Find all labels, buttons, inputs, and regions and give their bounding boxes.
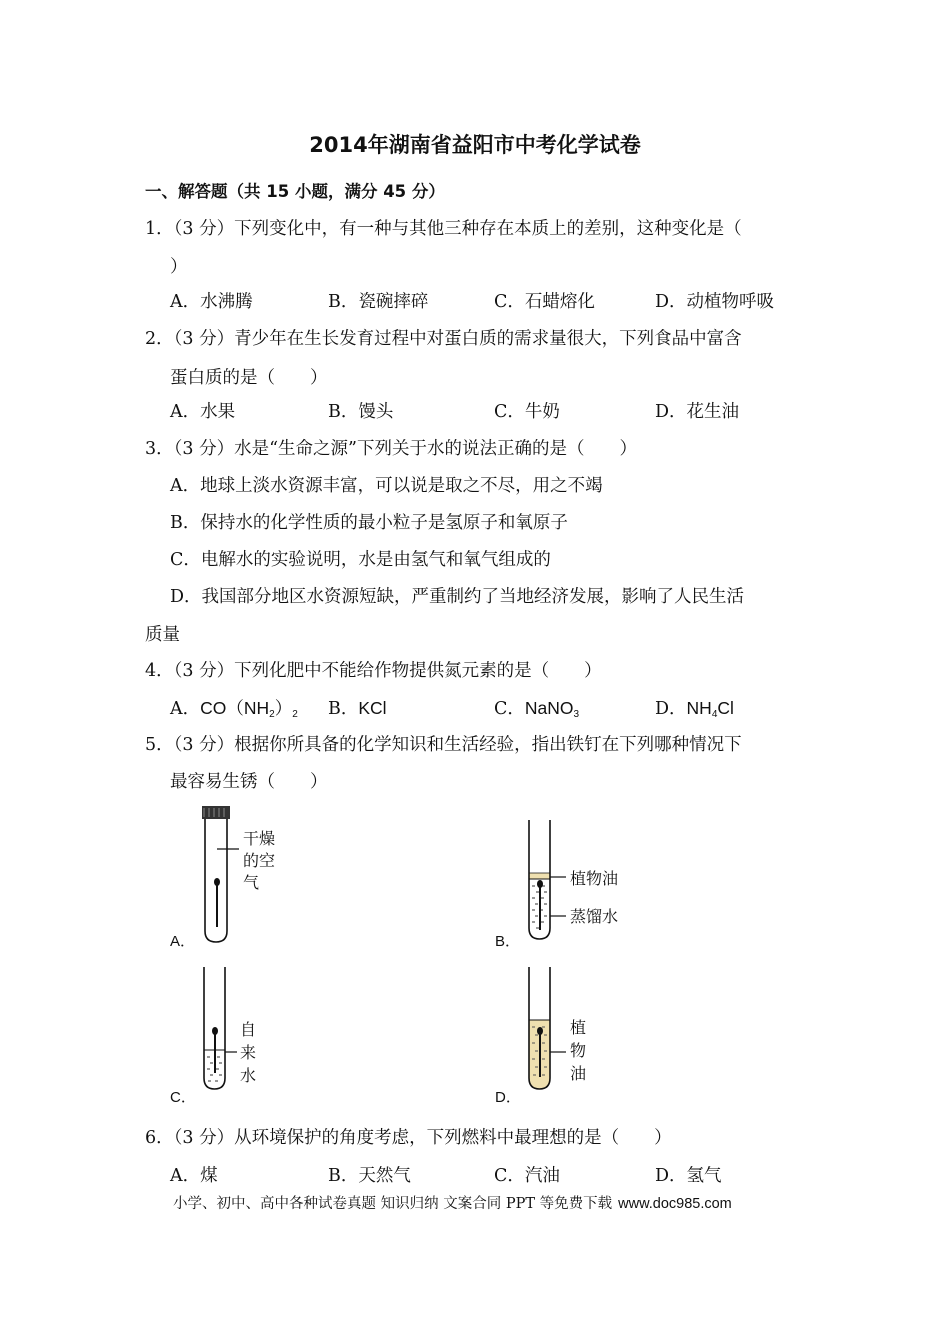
question-3-option-a: A．地球上淡水资源丰富，可以说是取之不尽，用之不竭 — [170, 476, 603, 496]
footer-link[interactable]: www.doc985.com — [618, 1196, 732, 1212]
figure-a-caption-2: 的空 — [243, 851, 276, 870]
question-5-stem: 5．（3 分）根据你所具备的化学知识和生活经验，指出铁钉在下列哪种情况下 — [145, 735, 742, 755]
figure-a-caption-1: 干燥 — [243, 829, 276, 848]
question-4-option-a: A．$CO(NH_2)_2$ — [170, 698, 298, 720]
question-6-stem: 6．（3 分）从环境保护的角度考虑，下列燃料中最理想的是（ ） — [145, 1128, 672, 1148]
question-1-stem: 1．（3 分）下列变化中，有一种与其他三种存在本质上的差别，这种变化是（ — [145, 219, 742, 239]
question-5-stem-cont: 最容易生锈（ ） — [170, 772, 328, 792]
question-4-option-b: B．KCl — [328, 698, 387, 719]
figure-c-test-tube-tap-water — [195, 965, 295, 1100]
question-2-stem-cont: 蛋白质的是（ ） — [170, 368, 328, 388]
question-4-stem: 4．（3 分）下列化肥中不能给作物提供氮元素的是（ ） — [145, 661, 602, 681]
figure-a-test-tube-dry-air — [195, 803, 295, 948]
page-footer — [173, 1192, 732, 1213]
question-1-option-d: D．动植物呼吸 — [655, 292, 775, 312]
figure-a-caption-3: 气 — [243, 873, 260, 892]
question-3-option-d: D．我国部分地区水资源短缺，严重制约了当地经济发展，影响了人民生活 — [170, 587, 745, 607]
question-3-stem: 3．（3 分）水是“生命之源”下列关于水的说法正确的是（ ） — [145, 439, 637, 459]
figure-b-caption-top: 植物油 — [570, 869, 619, 888]
section-heading: 一、解答题（共 15 小题，满分 45 分） — [145, 182, 445, 201]
page-title: 2014年湖南省益阳市中考化学试卷 — [309, 133, 641, 157]
question-2-option-d: D．花生油 — [655, 402, 740, 422]
question-1-option-c: C．石蜡熔化 — [494, 292, 595, 312]
figure-a-label: A． — [170, 933, 196, 950]
question-6-option-c: C．汽油 — [494, 1166, 560, 1186]
question-3-option-d-cont: 质量 — [145, 625, 180, 645]
figure-d-caption-2: 物 — [570, 1041, 587, 1060]
figure-b-label: B． — [495, 933, 521, 950]
footer-text: 小学、初中、高中各种试卷真题 知识归纳 文案合同 PPT 等免费下载 — [173, 1196, 613, 1212]
question-1-option-b: B．瓷碗摔碎 — [328, 292, 429, 312]
figure-d-caption-3: 油 — [570, 1064, 587, 1083]
figure-c-label: C． — [170, 1089, 196, 1106]
question-2-stem: 2．（3 分）青少年在生长发育过程中对蛋白质的需求量很大，下列食品中富含 — [145, 329, 742, 349]
question-1-option-a: A．水沸腾 — [170, 292, 253, 312]
figure-d-label: D． — [495, 1089, 521, 1106]
question-4-option-d: D．$NH_4Cl$ — [655, 698, 734, 720]
figure-c-caption-1: 自 — [240, 1020, 257, 1039]
figure-d-test-tube-vegetable-oil — [522, 965, 622, 1100]
question-3-option-c: C．电解水的实验说明，水是由氢气和氧气组成的 — [170, 550, 551, 570]
question-2-option-a: A．水果 — [170, 402, 236, 422]
figure-c-caption-2: 来 — [240, 1043, 257, 1062]
figure-d-caption-1: 植 — [570, 1018, 587, 1037]
question-6-option-b: B．天然气 — [328, 1166, 411, 1186]
question-6-option-d: D．氢气 — [655, 1166, 722, 1186]
figure-c-caption-3: 水 — [240, 1066, 257, 1085]
question-1-stem-cont: ） — [170, 257, 188, 277]
question-6-option-a: A．煤 — [170, 1166, 218, 1186]
figure-b-test-tube-oil-distilled-water — [522, 818, 632, 948]
question-3-option-b: B．保持水的化学性质的最小粒子是氢原子和氧原子 — [170, 513, 568, 533]
question-4-option-c: C．NaNO$_3$ — [494, 698, 580, 720]
question-2-option-c: C．牛奶 — [494, 402, 560, 422]
figure-b-caption-bottom: 蒸馏水 — [570, 907, 619, 926]
question-2-option-b: B．馒头 — [328, 402, 394, 422]
